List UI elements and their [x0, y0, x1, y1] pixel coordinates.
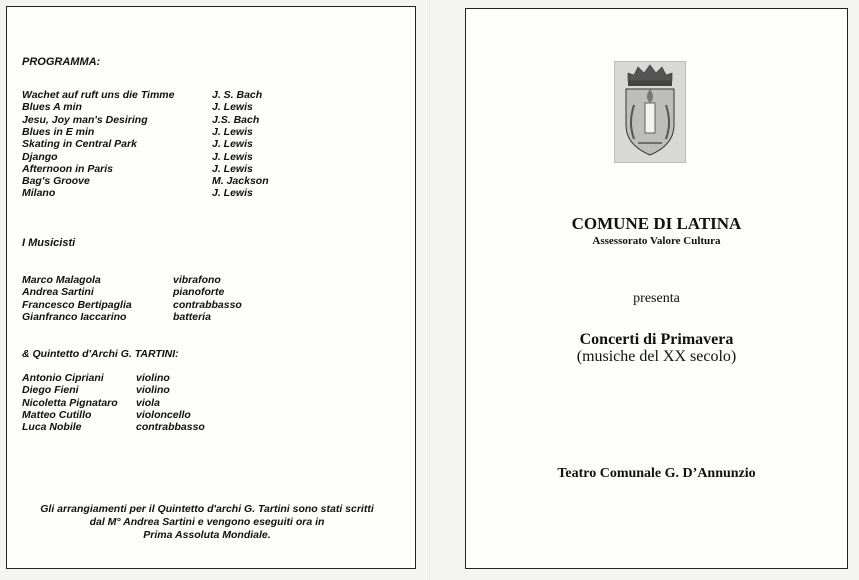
musician-instrument: batteria — [173, 310, 211, 323]
musician-name: Francesco Bertipaglia — [22, 298, 132, 311]
program-row — [7, 175, 407, 187]
piece-title: Afternoon in Paris — [22, 162, 114, 175]
quintet-member-name: Antonio Cipriani — [22, 372, 104, 384]
musician-row — [7, 286, 407, 298]
event-title: Concerti di Primavera — [579, 331, 734, 348]
program-row — [7, 138, 407, 150]
program-heading: PROGRAMMA: — [22, 56, 101, 68]
musician-row — [7, 274, 407, 286]
program-row — [7, 89, 407, 101]
piece-composer: J. Lewis — [212, 150, 253, 163]
event-subtitle: (musiche del XX secolo) — [576, 348, 737, 365]
quintet-member-instrument: viola — [136, 396, 160, 409]
program-row — [7, 114, 407, 126]
org-name: COMUNE DI LATINA — [571, 214, 742, 233]
musicians-heading: I Musicisti — [22, 237, 76, 249]
program-row — [7, 101, 407, 113]
piece-composer: J. Lewis — [212, 101, 253, 114]
quintet-member-name: Matteo Cutillo — [22, 408, 92, 421]
musician-instrument: pianoforte — [173, 286, 225, 299]
piece-title: Milano — [22, 187, 56, 200]
piece-title: Bag's Groove — [22, 175, 90, 188]
piece-composer: J. Lewis — [212, 187, 253, 200]
piece-composer: J. Lewis — [212, 162, 253, 175]
note-line-2: dal M° Andrea Sartini e vengono eseguiti ora in — [89, 516, 325, 528]
presents-text: presenta — [633, 291, 680, 306]
quintet-member-instrument: violoncello — [136, 408, 191, 421]
piece-title: Blues A min — [22, 101, 82, 114]
piece-title: Skating in Central Park — [22, 138, 137, 151]
piece-composer: J. S. Bach — [212, 89, 263, 101]
department: Assessorato Valore Cultura — [592, 235, 721, 247]
cover-panel — [465, 8, 848, 569]
musician-name: Andrea Sartini — [22, 286, 94, 299]
page-fold — [429, 0, 431, 580]
program-row — [7, 126, 407, 138]
musician-row — [7, 311, 407, 323]
quintet-row — [7, 409, 407, 421]
musician-instrument: vibrafono — [173, 274, 221, 286]
piece-composer: J.S. Bach — [212, 113, 260, 126]
musician-name: Marco Malagola — [22, 274, 101, 286]
note-line-3: Prima Assoluta Mondiale. — [143, 529, 271, 541]
quintet-row — [7, 384, 407, 396]
note-line-1: Gli arrangiamenti per il Quintetto d'archi G. Tartini sono stati scritti — [40, 503, 374, 515]
quintet-member-name: Luca Nobile — [22, 421, 82, 434]
quintet-member-instrument: violino — [136, 372, 170, 384]
piece-title: Blues in E min — [22, 125, 95, 138]
quintet-row — [7, 421, 407, 433]
arrangement-note — [17, 503, 397, 542]
piece-title: Jesu, Joy man's Desiring — [22, 113, 148, 126]
piece-composer: J. Lewis — [212, 125, 253, 138]
piece-composer: J. Lewis — [212, 138, 253, 151]
quintet-member-instrument: violino — [136, 384, 170, 397]
piece-composer: M. Jackson — [212, 175, 269, 188]
quintet-member-name: Diego Fieni — [22, 384, 79, 397]
piece-title: Django — [22, 150, 58, 163]
program-row — [7, 151, 407, 163]
quintet-member-instrument: contrabbasso — [136, 421, 205, 434]
musician-row — [7, 299, 407, 311]
venue: Teatro Comunale G. D’Annunzio — [557, 466, 756, 481]
city-crest-icon — [614, 61, 686, 163]
program-panel — [6, 6, 416, 569]
quintet-row — [7, 397, 407, 409]
piece-title: Wachet auf ruft uns die Timme — [22, 89, 175, 101]
musician-name: Gianfranco Iaccarino — [22, 310, 127, 323]
musician-instrument: contrabbasso — [173, 298, 242, 311]
program-row — [7, 163, 407, 175]
program-row — [7, 187, 407, 199]
quintet-row — [7, 372, 407, 384]
quintet-member-name: Nicoletta Pignataro — [22, 396, 118, 409]
quintet-heading: & Quintetto d'Archi G. TARTINI: — [22, 348, 179, 360]
